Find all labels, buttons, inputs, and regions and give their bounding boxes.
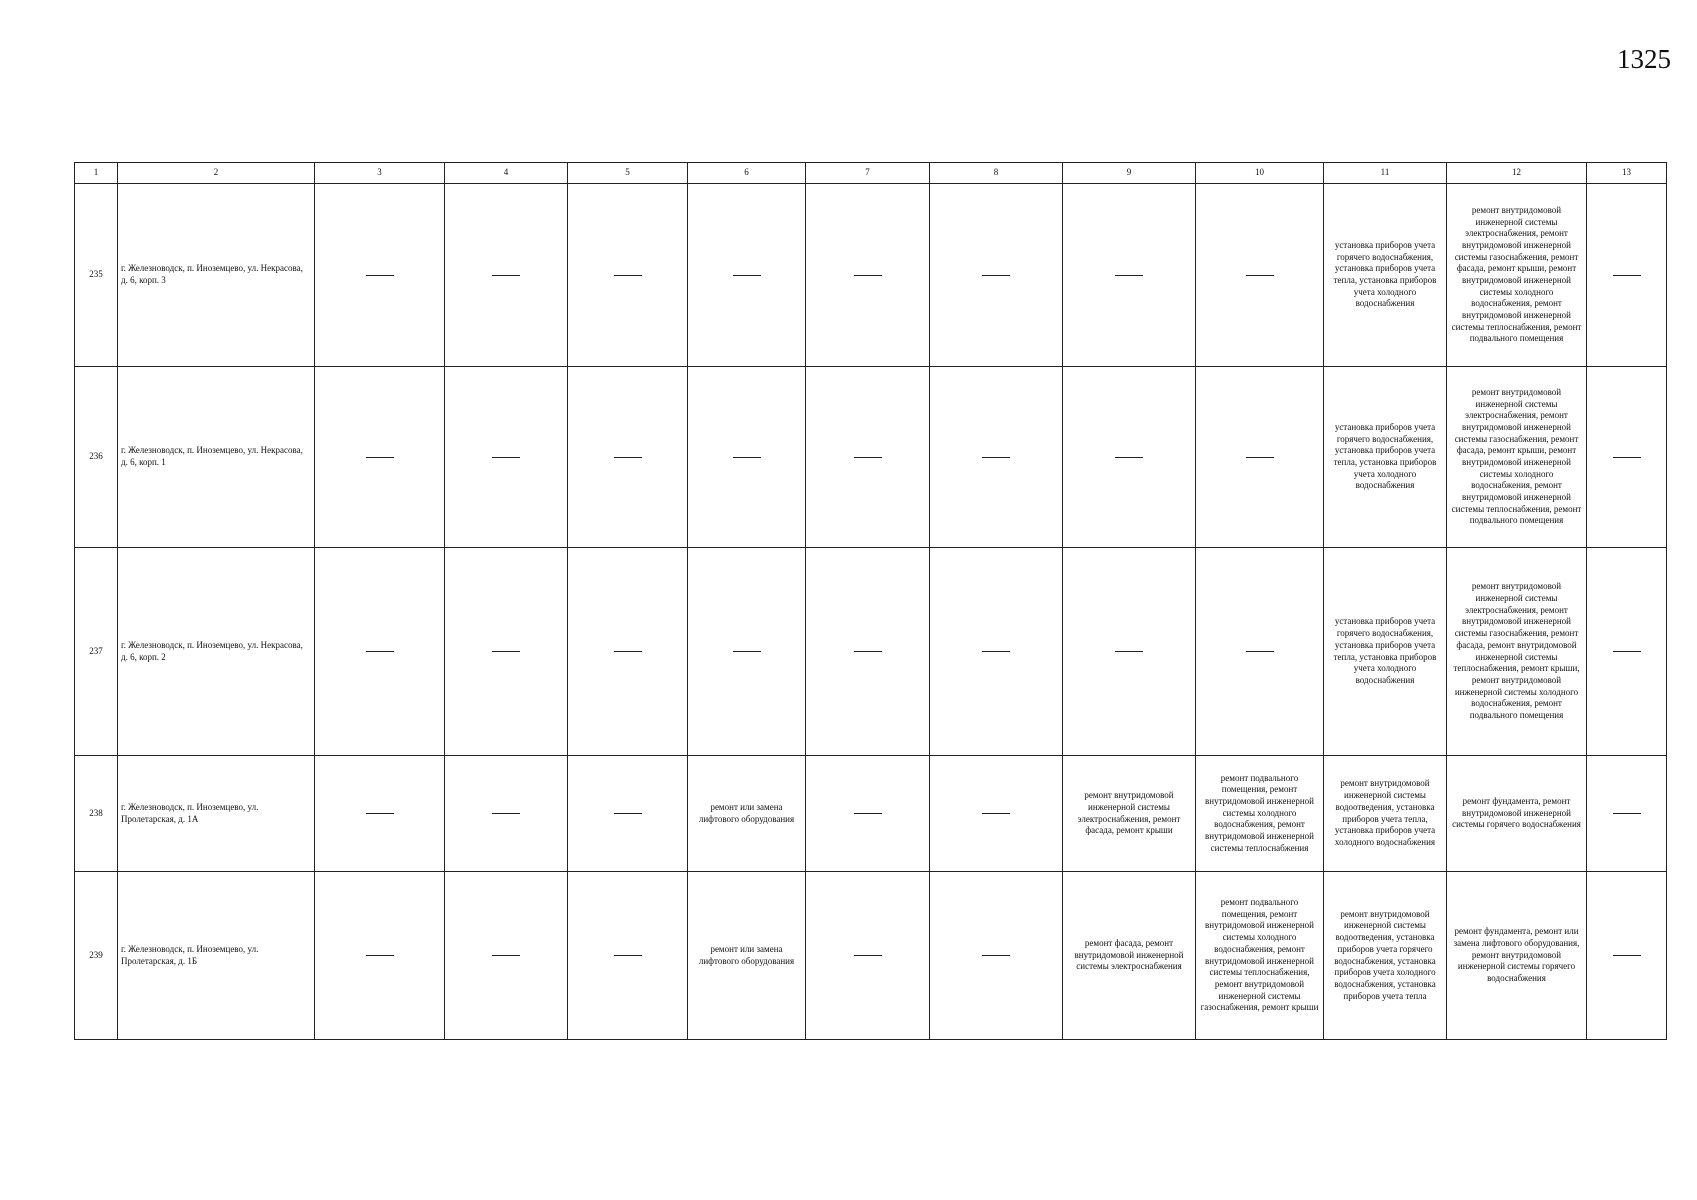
dash-mark [854, 275, 882, 276]
address-cell: г. Железноводск, п. Иноземцево, ул. Некрасова, д. 6, корп. 3 [118, 184, 315, 367]
dash-mark [1246, 275, 1274, 276]
empty-cell [1196, 184, 1324, 367]
work-cell: установка приборов учета горячего водоснабжения, установка приборов учета тепла, установка приборов учета холодного водоснабжения [1324, 184, 1447, 367]
work-cell: ремонт фундамента, ремонт внутридомовой инженерной системы горячего водоснабжения [1447, 756, 1587, 872]
empty-cell [1587, 367, 1667, 548]
work-cell: установка приборов учета горячего водоснабжения, установка приборов учета тепла, установка приборов учета холодного водоснабжения [1324, 367, 1447, 548]
empty-cell [1196, 548, 1324, 756]
row-number: 237 [75, 548, 118, 756]
empty-cell [806, 367, 930, 548]
dash-mark [733, 457, 761, 458]
dash-mark [854, 813, 882, 814]
empty-cell [1063, 367, 1196, 548]
empty-cell [688, 548, 806, 756]
empty-cell [445, 872, 568, 1040]
dash-mark [614, 813, 642, 814]
empty-cell [445, 756, 568, 872]
table-row [75, 367, 1667, 548]
table-row [75, 548, 1667, 756]
empty-cell [930, 367, 1063, 548]
dash-mark [366, 275, 394, 276]
row-number: 235 [75, 184, 118, 367]
dash-mark [733, 275, 761, 276]
empty-cell [1587, 548, 1667, 756]
dash-mark [614, 955, 642, 956]
dash-mark [492, 813, 520, 814]
work-cell: ремонт фасада, ремонт внутридомовой инженерной системы электроснабжения [1063, 872, 1196, 1040]
dash-mark [1115, 457, 1143, 458]
dash-mark [1613, 457, 1641, 458]
row-number: 238 [75, 756, 118, 872]
work-cell: установка приборов учета горячего водоснабжения, установка приборов учета тепла, установка приборов учета холодного водоснабжения [1324, 548, 1447, 756]
work-cell: ремонт внутридомовой инженерной системы электроснабжения, ремонт внутридомовой инженерной системы газоснабжения, ремонт фасада, ремонт внутридомовой инженерной системы теплоснабжения, ремонт крыши, ремонт внутридомовой инженерной системы холодного водоснабжения, ремонт подвального помещения [1447, 548, 1587, 756]
empty-cell [806, 872, 930, 1040]
empty-cell [930, 756, 1063, 872]
dash-mark [366, 813, 394, 814]
empty-cell [930, 548, 1063, 756]
empty-cell [1587, 872, 1667, 1040]
column-header: 9 [1063, 163, 1196, 184]
dash-mark [1613, 813, 1641, 814]
empty-cell [568, 367, 688, 548]
work-cell: ремонт внутридомовой инженерной системы электроснабжения, ремонт внутридомовой инженерной системы газоснабжения, ремонт фасада, ремонт крыши, ремонт внутридомовой инженерной системы холодного водоснабжения, ремонт внутридомовой инженерной системы теплоснабжения, ремонт подвального помещения [1447, 184, 1587, 367]
empty-cell [930, 184, 1063, 367]
column-header: 4 [445, 163, 568, 184]
column-header: 3 [315, 163, 445, 184]
dash-mark [982, 955, 1010, 956]
empty-cell [806, 756, 930, 872]
table-row [75, 872, 1667, 1040]
empty-cell [1063, 184, 1196, 367]
column-number-row [75, 163, 1667, 184]
dash-mark [1115, 651, 1143, 652]
empty-cell [568, 872, 688, 1040]
dash-mark [982, 651, 1010, 652]
column-header: 1 [75, 163, 118, 184]
column-header: 12 [1447, 163, 1587, 184]
address-cell: г. Железноводск, п. Иноземцево, ул. Пролетарская, д. 1А [118, 756, 315, 872]
dash-mark [854, 651, 882, 652]
dash-mark [1613, 275, 1641, 276]
column-header: 13 [1587, 163, 1667, 184]
work-cell: ремонт фундамента, ремонт или замена лифтового оборудования, ремонт внутридомовой инженерной системы горячего водоснабжения [1447, 872, 1587, 1040]
empty-cell [568, 184, 688, 367]
dash-mark [982, 457, 1010, 458]
dash-mark [614, 457, 642, 458]
empty-cell [568, 756, 688, 872]
empty-cell [930, 872, 1063, 1040]
dash-mark [1613, 955, 1641, 956]
empty-cell [445, 548, 568, 756]
table-row [75, 184, 1667, 367]
column-header: 7 [806, 163, 930, 184]
dash-mark [854, 955, 882, 956]
work-cell: ремонт или замена лифтового оборудования [688, 872, 806, 1040]
work-cell: ремонт внутридомовой инженерной системы электроснабжения, ремонт внутридомовой инженерной системы газоснабжения, ремонт фасада, ремонт крыши, ремонт внутридомовой инженерной системы холодного водоснабжения, ремонт внутридомовой инженерной системы теплоснабжения, ремонт подвального помещения [1447, 367, 1587, 548]
column-header: 8 [930, 163, 1063, 184]
column-header: 5 [568, 163, 688, 184]
dash-mark [982, 813, 1010, 814]
empty-cell [1587, 184, 1667, 367]
empty-cell [806, 184, 930, 367]
row-number: 236 [75, 367, 118, 548]
column-header: 10 [1196, 163, 1324, 184]
table-row [75, 756, 1667, 872]
dash-mark [366, 457, 394, 458]
empty-cell [1196, 367, 1324, 548]
work-cell: ремонт подвального помещения, ремонт внутридомовой инженерной системы холодного водоснабжения, ремонт внутридомовой инженерной системы теплоснабжения, ремонт внутридомовой инженерной системы газоснабжения, ремонт крыши [1196, 872, 1324, 1040]
empty-cell [315, 367, 445, 548]
work-cell: ремонт подвального помещения, ремонт внутридомовой инженерной системы холодного водоснабжения, ремонт внутридомовой инженерной системы теплоснабжения [1196, 756, 1324, 872]
empty-cell [1063, 548, 1196, 756]
empty-cell [445, 184, 568, 367]
empty-cell [315, 184, 445, 367]
empty-cell [315, 548, 445, 756]
empty-cell [806, 548, 930, 756]
empty-cell [315, 872, 445, 1040]
dash-mark [366, 955, 394, 956]
dash-mark [492, 457, 520, 458]
dash-mark [614, 275, 642, 276]
work-cell: ремонт внутридомовой инженерной системы водоотведения, установка приборов учета горячего водоснабжения, установка приборов учета холодного водоснабжения, установка приборов учета тепла [1324, 872, 1447, 1040]
column-header: 11 [1324, 163, 1447, 184]
empty-cell [445, 367, 568, 548]
dash-mark [614, 651, 642, 652]
empty-cell [688, 367, 806, 548]
dash-mark [366, 651, 394, 652]
dash-mark [982, 275, 1010, 276]
work-cell: ремонт или замена лифтового оборудования [688, 756, 806, 872]
dash-mark [1613, 651, 1641, 652]
dash-mark [1246, 651, 1274, 652]
dash-mark [1246, 457, 1274, 458]
address-cell: г. Железноводск, п. Иноземцево, ул. Некрасова, д. 6, корп. 1 [118, 367, 315, 548]
dash-mark [733, 651, 761, 652]
repair-schedule-table [74, 162, 1667, 1040]
dash-mark [492, 651, 520, 652]
dash-mark [492, 275, 520, 276]
dash-mark [854, 457, 882, 458]
column-header: 6 [688, 163, 806, 184]
column-header: 2 [118, 163, 315, 184]
work-cell: ремонт внутридомовой инженерной системы водоотведения, установка приборов учета тепла, установка приборов учета холодного водоснабжения [1324, 756, 1447, 872]
address-cell: г. Железноводск, п. Иноземцево, ул. Пролетарская, д. 1Б [118, 872, 315, 1040]
empty-cell [315, 756, 445, 872]
address-cell: г. Железноводск, п. Иноземцево, ул. Некрасова, д. 6, корп. 2 [118, 548, 315, 756]
work-cell: ремонт внутридомовой инженерной системы электроснабжения, ремонт фасада, ремонт крыши [1063, 756, 1196, 872]
row-number: 239 [75, 872, 118, 1040]
empty-cell [688, 184, 806, 367]
page-number: 1325 [1617, 44, 1671, 74]
dash-mark [492, 955, 520, 956]
dash-mark [1115, 275, 1143, 276]
empty-cell [568, 548, 688, 756]
empty-cell [1587, 756, 1667, 872]
